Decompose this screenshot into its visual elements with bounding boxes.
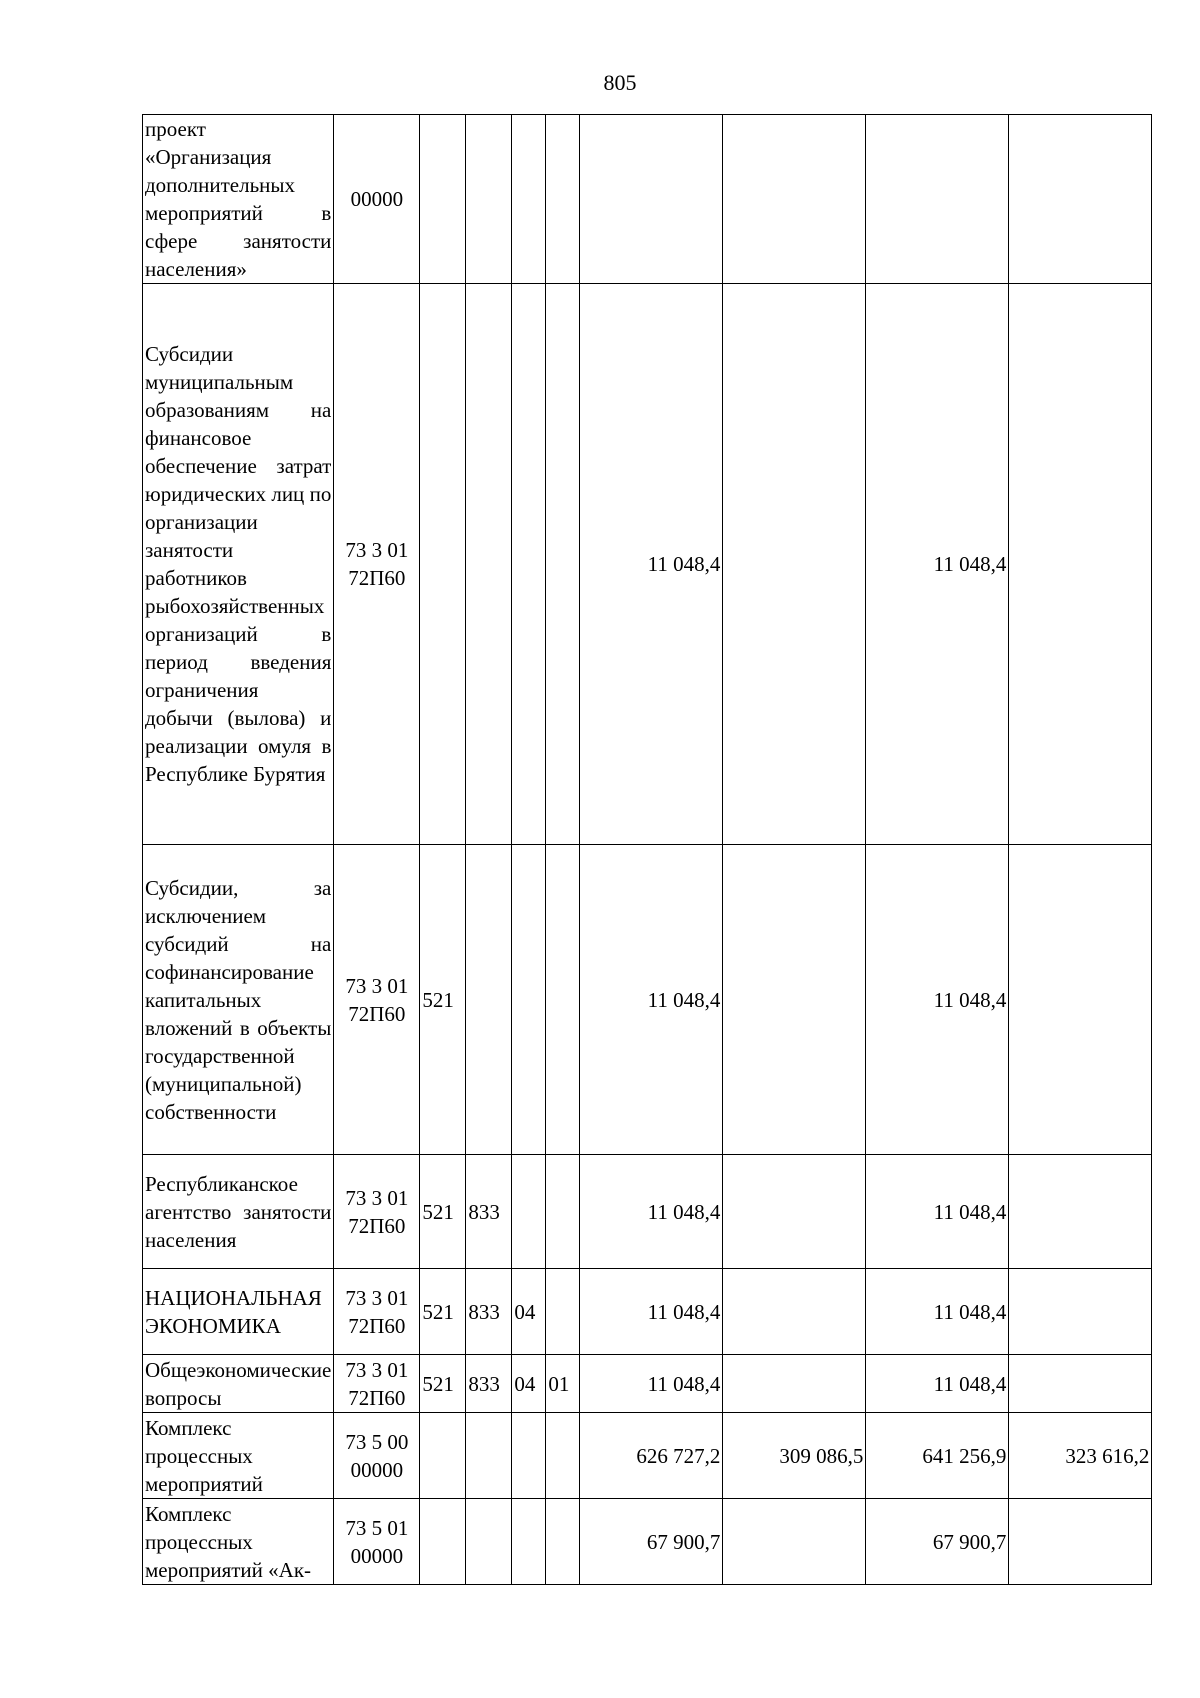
row-value-cell: 641 256,9 [866,1413,1009,1499]
row-value-cell [723,284,866,845]
row-value-cell [1009,1355,1152,1413]
row-csr-cell: 73 3 01 72П60 [334,845,420,1155]
row-csr-cell: 73 3 01 72П60 [334,284,420,845]
row-rz-cell [512,1413,546,1499]
row-csr-cell: 73 3 01 72П60 [334,1269,420,1355]
table-row [143,1499,1152,1585]
row-vr-cell [420,1413,466,1499]
row-value-cell [723,1499,866,1585]
row-value-cell [1009,845,1152,1155]
row-value-cell [1009,1155,1152,1269]
row-name-cell: Субсидии муниципальным образованиям на финансовое обеспечение затрат юридических лиц по организации занятости работников рыбохозяйственных организаций в период введения ограничения добычи (вылова) и реализации омуля в Республике Бурятия [143,284,334,845]
row-value-cell [866,115,1009,284]
row-value-cell [723,1355,866,1413]
row-pr-cell [546,1499,580,1585]
row-vr-cell: 521 [420,1155,466,1269]
row-vr-cell [420,115,466,284]
row-pr-cell [546,1413,580,1499]
row-value-cell: 11 048,4 [866,845,1009,1155]
page-number: 805 [603,70,637,95]
row-value-cell [1009,1269,1152,1355]
row-rz-cell [512,115,546,284]
row-pr-cell [546,115,580,284]
row-name-cell: Субсидии, за исключением субсидий на софинансирование капитальных вложений в объекты государственной (муниципальной) собственности [143,845,334,1155]
table-row [143,1155,1152,1269]
row-name-cell: Комплекс процессных мероприятий [143,1413,334,1499]
row-rz-cell [512,1155,546,1269]
row-vr-cell: 521 [420,845,466,1155]
row-vr-cell [420,284,466,845]
row-vr-cell: 521 [420,1355,466,1413]
row-gr-cell [466,115,512,284]
row-value-cell: 11 048,4 [866,284,1009,845]
row-value-cell: 11 048,4 [580,845,723,1155]
row-value-cell [1009,1499,1152,1585]
row-value-cell: 11 048,4 [866,1269,1009,1355]
row-pr-cell: 01 [546,1355,580,1413]
row-gr-cell [466,284,512,845]
row-value-cell: 67 900,7 [580,1499,723,1585]
row-value-cell: 11 048,4 [580,1155,723,1269]
row-vr-cell: 521 [420,1269,466,1355]
row-rz-cell: 04 [512,1269,546,1355]
row-value-cell [723,1269,866,1355]
row-gr-cell: 833 [466,1355,512,1413]
row-name-cell: Общеэкономические вопросы [143,1355,334,1413]
table-row [143,1269,1152,1355]
row-rz-cell: 04 [512,1355,546,1413]
row-gr-cell: 833 [466,1155,512,1269]
table-row [143,1413,1152,1499]
row-value-cell [580,115,723,284]
row-value-cell: 323 616,2 [1009,1413,1152,1499]
row-gr-cell [466,845,512,1155]
row-gr-cell [466,1413,512,1499]
row-value-cell [723,845,866,1155]
row-value-cell [1009,284,1152,845]
row-pr-cell [546,1269,580,1355]
row-value-cell: 67 900,7 [866,1499,1009,1585]
row-csr-cell: 73 3 01 72П60 [334,1355,420,1413]
row-rz-cell [512,845,546,1155]
row-value-cell: 309 086,5 [723,1413,866,1499]
row-rz-cell [512,284,546,845]
table-row [143,115,1152,284]
row-csr-cell: 00000 [334,115,420,284]
row-value-cell: 11 048,4 [866,1355,1009,1413]
row-value-cell [723,1155,866,1269]
row-pr-cell [546,1155,580,1269]
row-csr-cell: 73 5 01 00000 [334,1499,420,1585]
row-name-cell: НАЦИОНАЛЬНАЯ ЭКОНОМИКА [143,1269,334,1355]
row-pr-cell [546,845,580,1155]
row-value-cell: 11 048,4 [580,1355,723,1413]
row-csr-cell: 73 5 00 00000 [334,1413,420,1499]
row-gr-cell: 833 [466,1269,512,1355]
row-csr-cell: 73 3 01 72П60 [334,1155,420,1269]
budget-table [142,114,1152,1585]
table-row [143,845,1152,1155]
row-value-cell [723,115,866,284]
table-row [143,1355,1152,1413]
row-name-cell: Комплекс процессных мероприятий «Ак- [143,1499,334,1585]
table-row [143,284,1152,845]
row-gr-cell [466,1499,512,1585]
row-vr-cell [420,1499,466,1585]
row-value-cell: 626 727,2 [580,1413,723,1499]
row-name-cell: Республиканское агентство занятости населения [143,1155,334,1269]
row-value-cell [1009,115,1152,284]
row-value-cell: 11 048,4 [580,284,723,845]
row-value-cell: 11 048,4 [866,1155,1009,1269]
row-name-cell: проект «Организация дополнительных мероприятий в сфере занятости населения» [143,115,334,284]
row-value-cell: 11 048,4 [580,1269,723,1355]
row-pr-cell [546,284,580,845]
row-rz-cell [512,1499,546,1585]
